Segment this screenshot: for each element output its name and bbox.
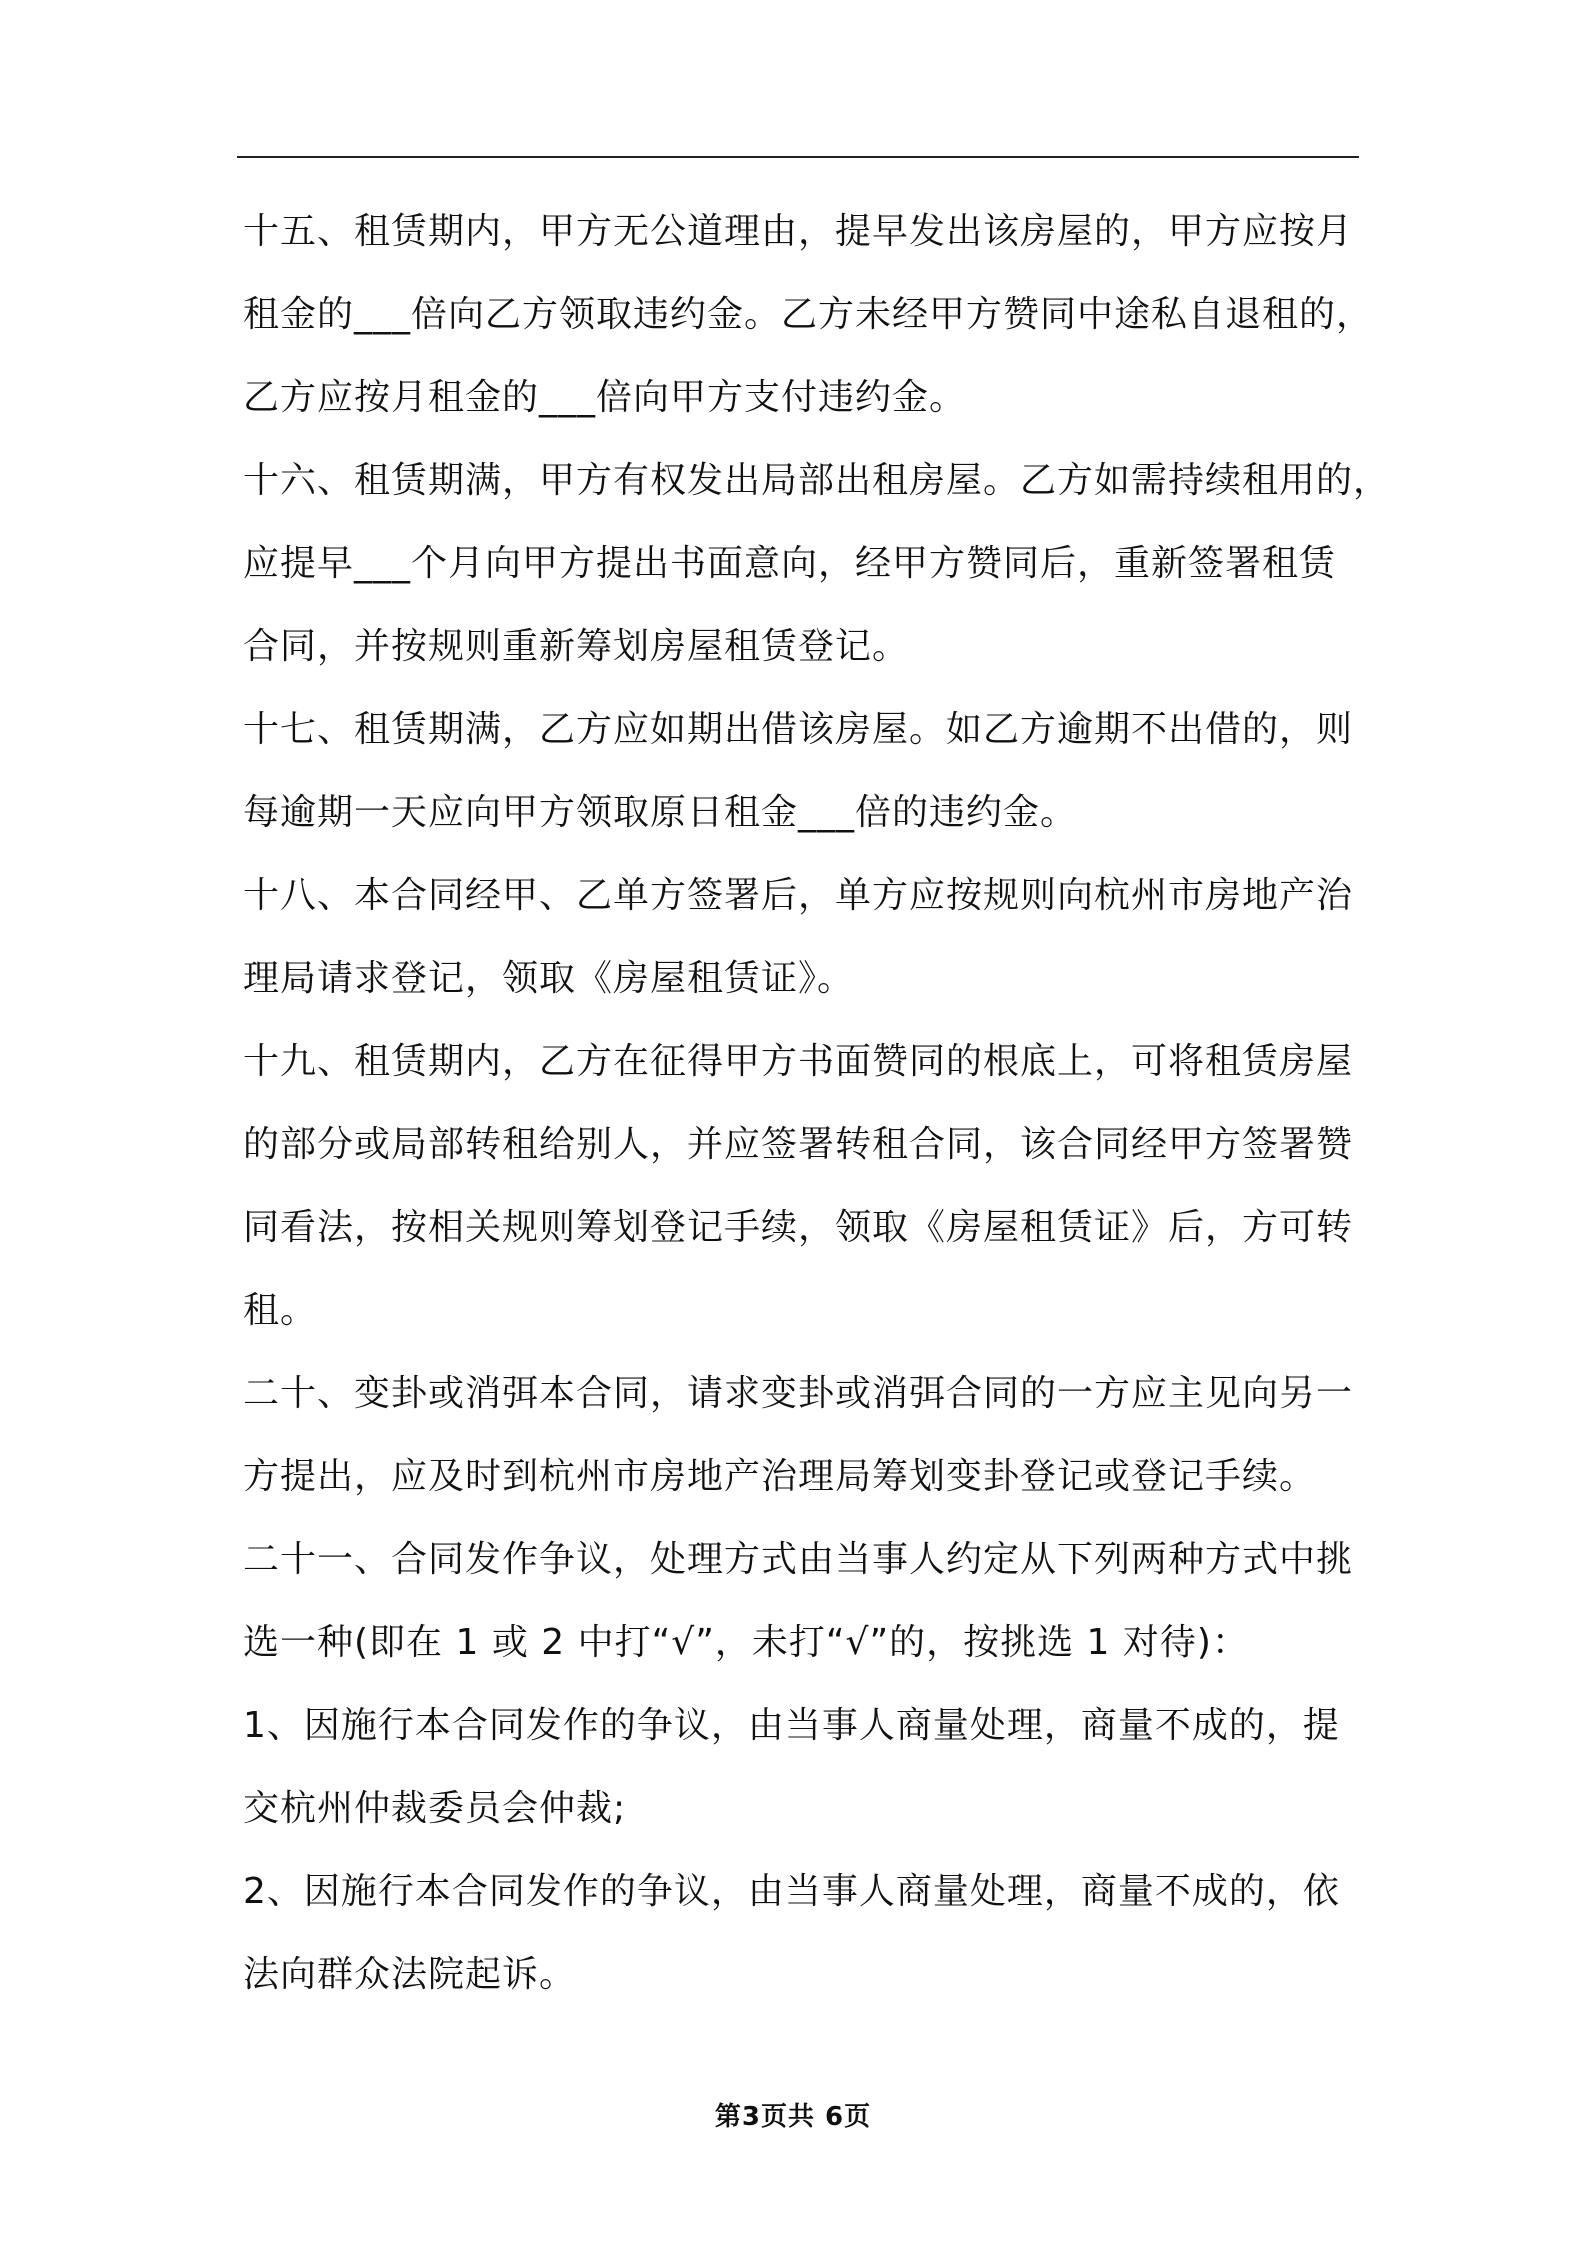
text-line: 十七、租赁期满，乙方应如期出借该房屋。如乙方逾期不出借的，则 [243, 709, 1354, 750]
text-line: 理局请求登记，领取《房屋租赁证》。 [243, 958, 855, 999]
text-line: 选一种(即在 1 或 2 中打“√”，未打“√”的，按挑选 1 对待)： [243, 1622, 1249, 1663]
text-line: 租。 [243, 1290, 318, 1331]
text-line: 二十一、合同发作争议，处理方式由当事人约定从下列两种方式中挑 [243, 1539, 1354, 1580]
text-line: 乙方应按月租金的___倍向甲方支付违约金。 [243, 377, 967, 418]
text-line: 每逾期一天应向甲方领取原日租金___倍的违约金。 [243, 792, 1078, 833]
text-line: 方提出，应及时到杭州市房地产治理局筹划变卦登记或登记手续。 [243, 1456, 1317, 1497]
text-line: 租金的___倍向乙方领取违约金。乙方未经甲方赞同中途私自退租的， [243, 294, 1374, 335]
text-line: 同看法，按相关规则筹划登记手续，领取《房屋租赁证》后，方可转 [243, 1207, 1354, 1248]
header-rule [237, 156, 1359, 158]
text-line: 十八、本合同经甲、乙单方签署后，单方应按规则向杭州市房地产治 [243, 875, 1354, 916]
text-line: 二十、变卦或消弭本合同，请求变卦或消弭合同的一方应主见向另一 [243, 1373, 1354, 1414]
text-line: 法向群众法院起诉。 [243, 1954, 577, 1995]
text-line: 2、因施行本合同发作的争议，由当事人商量处理，商量不成的，依 [243, 1871, 1340, 1912]
text-line: 十六、租赁期满，甲方有权发出局部出租房屋。乙方如需持续租用的， [243, 460, 1391, 501]
page-number: 第3页共 6页 [714, 2102, 872, 2132]
text-line: 1、因施行本合同发作的争议，由当事人商量处理，商量不成的，提 [243, 1705, 1340, 1746]
document-body [243, 190, 1391, 2016]
text-line: 的部分或局部转租给别人，并应签署转租合同，该合同经甲方签署赞 [243, 1124, 1354, 1165]
text-line: 十五、租赁期内，甲方无公道理由，提早发出该房屋的，甲方应按月 [243, 211, 1354, 252]
text-line: 应提早___个月向甲方提出书面意向，经甲方赞同后，重新签署租赁 [243, 543, 1337, 584]
text-line: 十九、租赁期内，乙方在征得甲方书面赞同的根底上，可将租赁房屋 [243, 1041, 1354, 1082]
text-line: 合同，并按规则重新筹划房屋租赁登记。 [243, 626, 910, 667]
text-line: 交杭州仲裁委员会仲裁; [243, 1788, 627, 1829]
